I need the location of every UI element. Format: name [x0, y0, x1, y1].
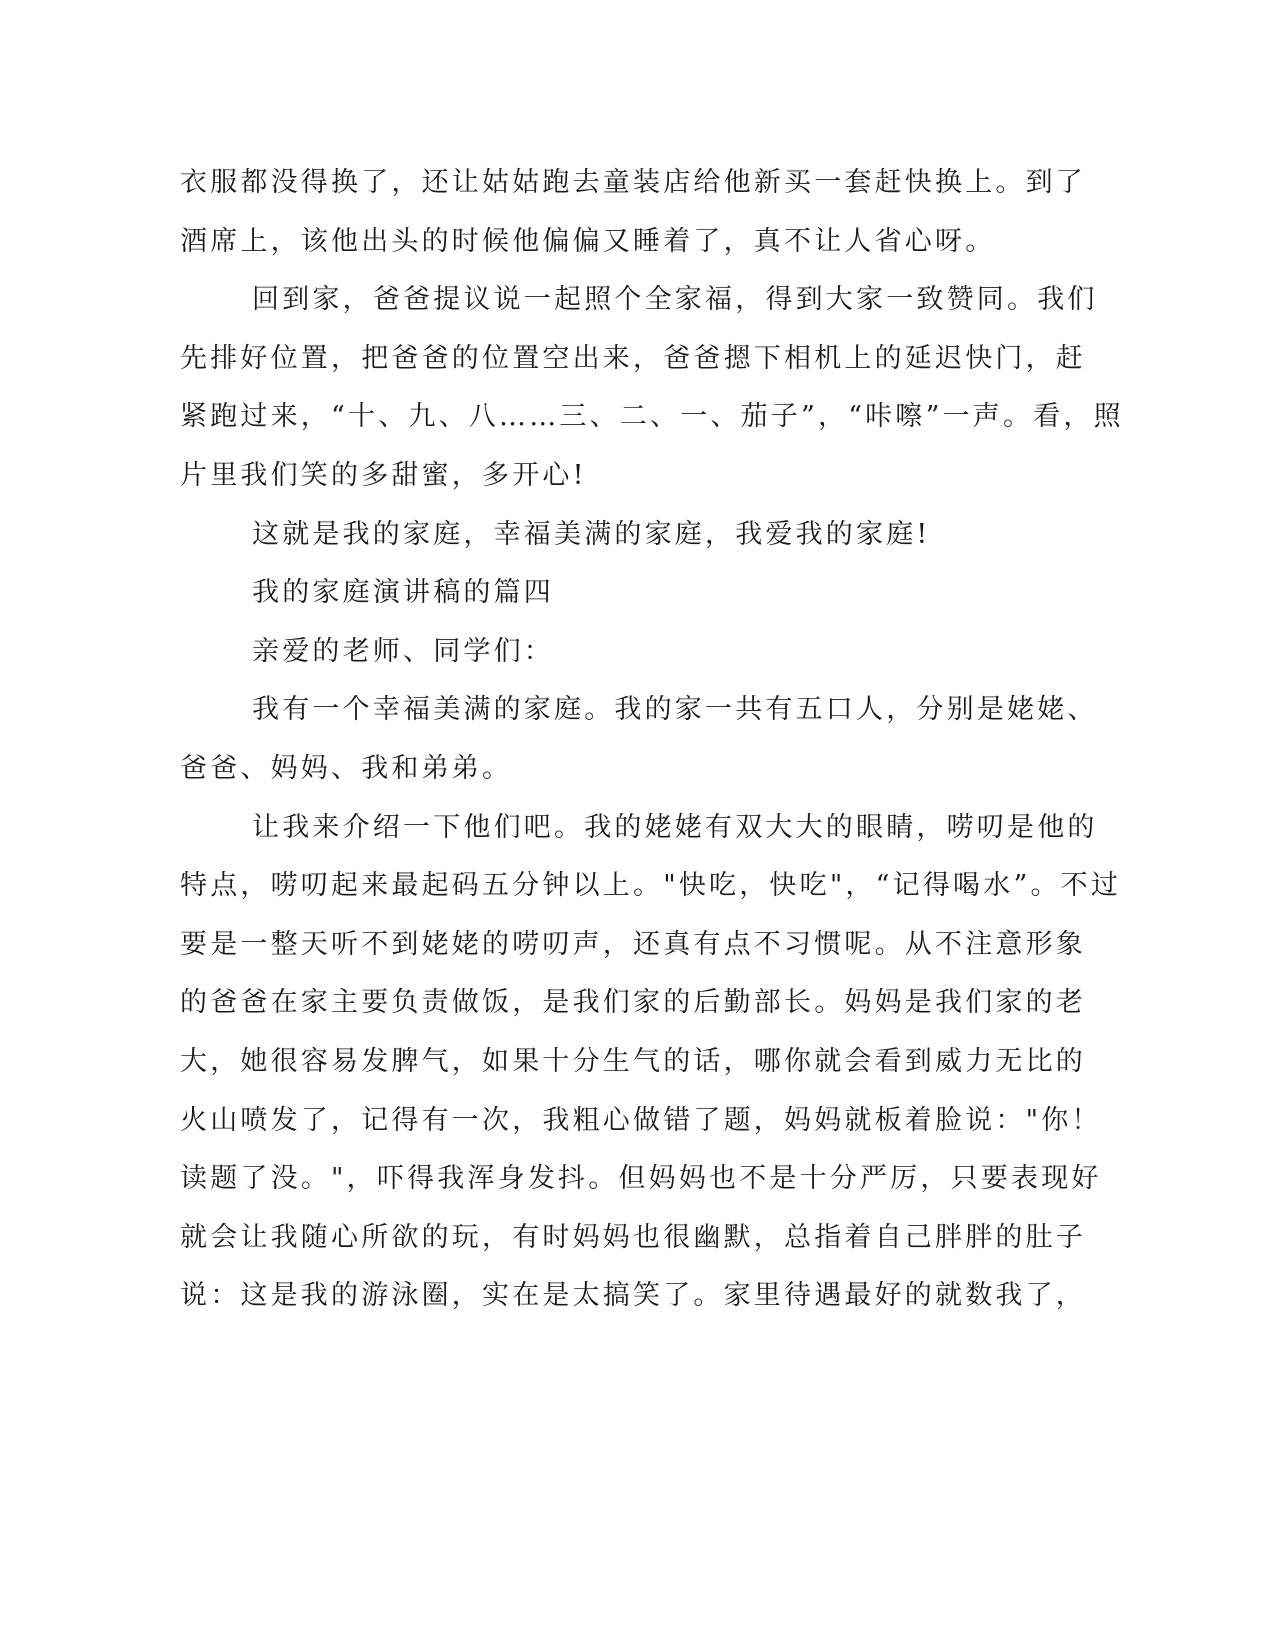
- text-line: 说：这是我的游泳圈，实在是太搞笑了。家里待遇最好的就数我了，: [180, 1280, 1086, 1312]
- paragraph: [180, 506, 1040, 565]
- text-line: 回到家，爸爸提议说一起照个全家福，得到大家一致赞同。我们: [252, 284, 1098, 316]
- section-heading: [180, 564, 1040, 623]
- text-line: 片里我们笑的多甜蜜，多开心!: [180, 459, 587, 491]
- salutation: [180, 623, 1040, 682]
- paragraph: [180, 799, 1122, 1326]
- text-line: 要是一整天听不到姥姥的唠叨声，还真有点不习惯呢。从不注意形象: [180, 928, 1086, 960]
- text-line: 衣服都没得换了，还让姑姑跑去童装店给他新买一套赶快换上。到了: [180, 167, 1086, 198]
- paragraph: [180, 681, 1098, 798]
- text-line: 火山喷发了，记得有一次，我粗心做错了题，妈妈就板着脸说："你！: [180, 1104, 1102, 1136]
- text-line: 让我来介绍一下他们吧。我的姥姥有双大大的眼睛，唠叨是他的: [252, 811, 1098, 843]
- paragraph: [180, 154, 1086, 271]
- text-line: 酒席上，该他出头的时候他偏偏又睡着了，真不让人省心呀。: [180, 225, 996, 257]
- paragraph: [180, 271, 1124, 505]
- text-line: 的爸爸在家主要负责做饭，是我们家的后勤部长。妈妈是我们家的老: [180, 987, 1086, 1019]
- text-line: 读题了没。"，吓得我浑身发抖。但妈妈也不是十分严厉，只要表现好: [180, 1163, 1102, 1195]
- document-body: [180, 154, 1124, 1326]
- text-line: 爸爸、妈妈、我和弟弟。: [180, 752, 513, 784]
- text-line: 我有一个幸福美满的家庭。我的家一共有五口人，分别是姥姥、: [252, 694, 1098, 726]
- text-line: 大，她很容易发脾气，如果十分生气的话，哪你就会看到威力无比的: [180, 1045, 1086, 1077]
- text-line: 这就是我的家庭，幸福美满的家庭，我爱我的家庭!: [252, 518, 931, 550]
- text-line: 先排好位置，把爸爸的位置空出来，爸爸摁下相机上的延迟快门，赶: [180, 342, 1086, 374]
- text-line: 紧跑过来，“十、九、八……三、二、一、茄子”，“咔嚓”一声。看，照: [180, 401, 1124, 433]
- text-line: 就会让我随心所欲的玩，有时妈妈也很幽默，总指着自己胖胖的肚子: [180, 1221, 1086, 1253]
- text-line: 特点，唠叨起来最起码五分钟以上。"快吃，快吃"，“记得喝水”。不过: [180, 870, 1122, 902]
- text-line: 亲爱的老师、同学们：: [252, 635, 554, 667]
- text-line: 我的家庭演讲稿的篇四: [252, 577, 554, 609]
